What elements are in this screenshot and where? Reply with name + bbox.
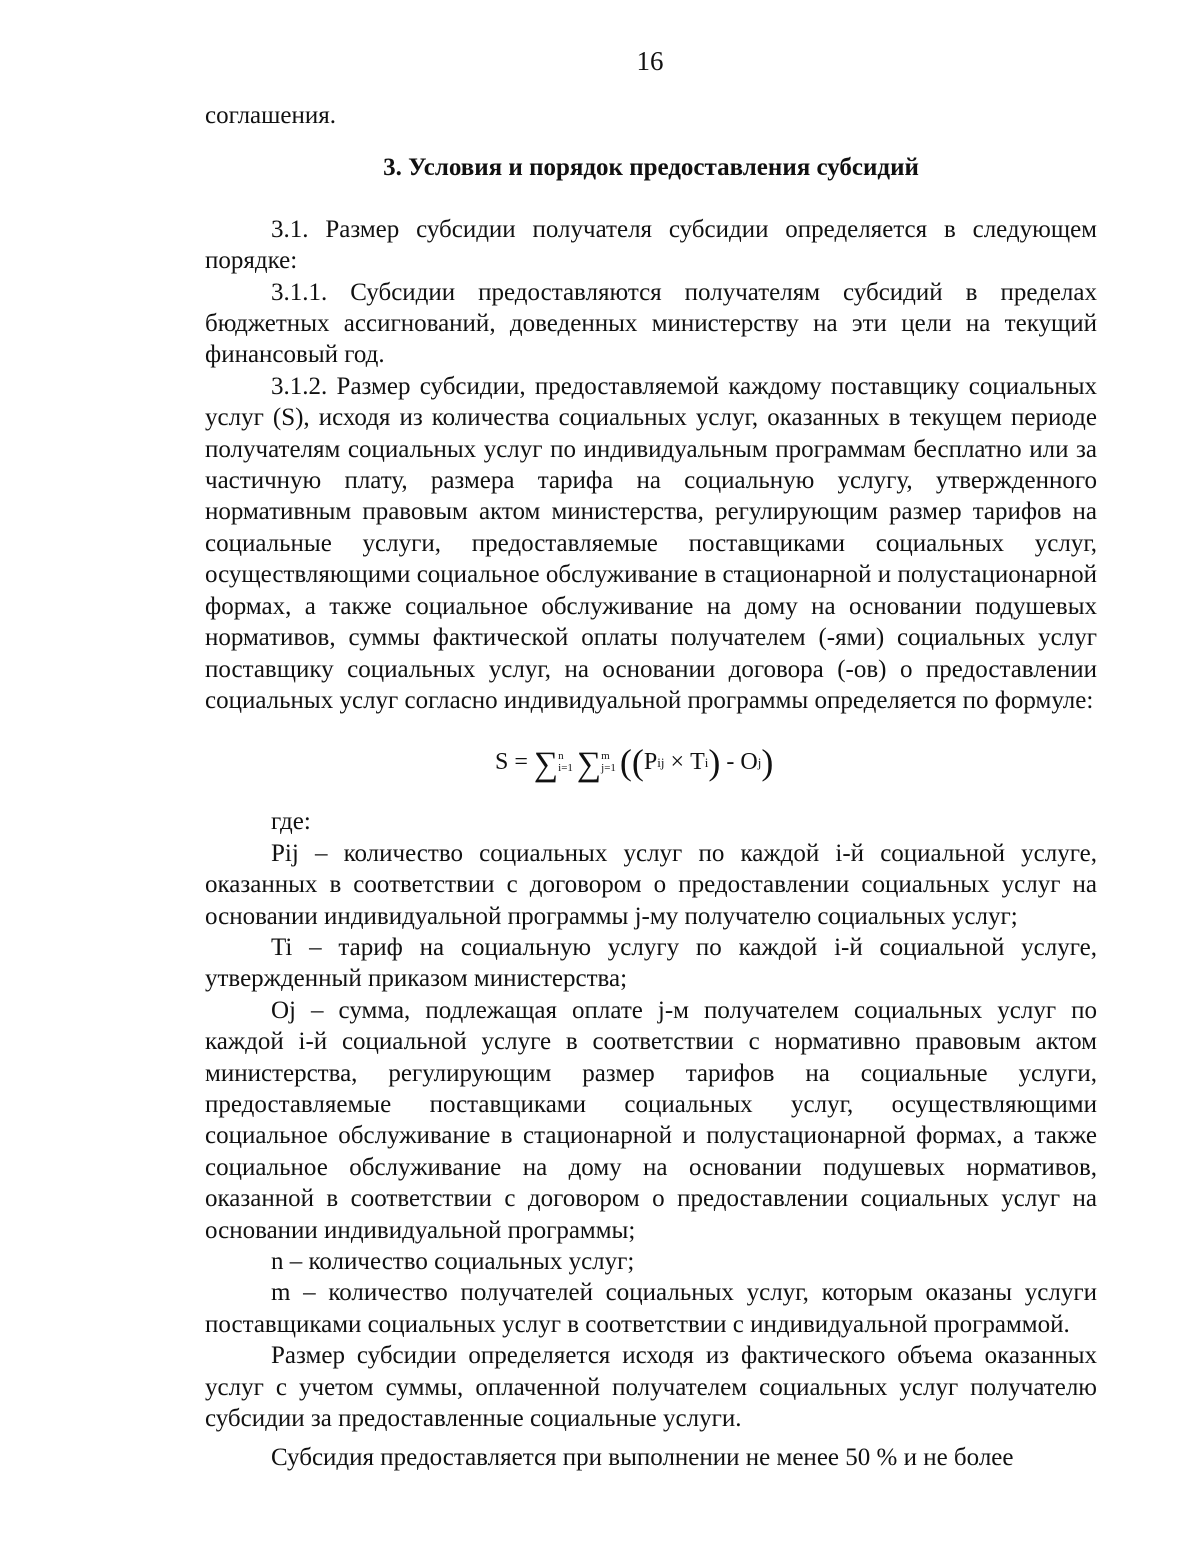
formula-o-sub: j [757, 754, 762, 770]
definition-m: m – количество получателей социальных услуг, которым оказаны услуги поставщиками социальных услуг в соответствии с индивидуальной программой. [205, 1279, 1097, 1338]
inner-paren-open: ( [631, 742, 644, 783]
formula-p: P [643, 748, 658, 775]
sum-i-top: n [558, 750, 564, 763]
where-label: где: [271, 808, 311, 836]
sum-limits-i [558, 750, 573, 774]
formula-times: × [670, 748, 685, 775]
formula-lhs: S = [495, 748, 528, 775]
subsidy-formula [205, 736, 1097, 788]
sum-j-bottom: j=1 [601, 762, 616, 775]
definition-n: n – количество социальных услуг; [271, 1248, 635, 1275]
formula-t: T [690, 748, 705, 775]
inner-paren-close: ) [708, 742, 721, 783]
sum-symbol-i: ∑ [533, 745, 559, 783]
paragraph-subsidy-size: Размер субсидии определяется исходя из фактического объема оказанных услуг с учетом суммы, оплаченной получателем социальных услуг получателю субсидии за предоставленные социальные услуги. [205, 1342, 1097, 1433]
sum-limits-j [601, 750, 616, 774]
definition-o: Oj – сумма, подлежащая оплате j-м получателем социальных услуг по каждой i-й социальной услуге в соответствии с нормативно правовым актом министерства, регулирующим размер тарифов на социальные услуги, предоставляемые поставщиками социальных услуг, осуществляющими социальное обслуживание в стационарной и полустационарной формах, а также социальное обслуживание на дому на основании подушевых нормативов, оказанной в соответствии с договором о предоставлении социальных услуг на основании индивидуальной программы; [205, 996, 1097, 1244]
paragraph-3-1-2: 3.1.2. Размер субсидии, предоставляемой каждому поставщику социальных услуг (S), исходя из количества социальных услуг, оказанных в текущем периоде получателям социальных услуг по индивидуальным программам бесплатно или за частичную плату, размера тарифа на социальную услугу, утвержденного нормативным правовым актом министерства, регулирующим размер тарифов на социальные услуги, предоставляемые поставщиками социальных услуг, осуществляющими социальное обслуживание в стационарной и полустационарной формах, а также социальное обслуживание на дому на основании подушевых нормативов, суммы фактической оплаты получателем (-ями) социальных услуг поставщику социальных услуг, на основании договора (-ов) о предоставлении социальных услуг согласно индивидуальной программы определяется по формуле: [205, 372, 1097, 714]
paragraph-subsidy-condition: Субсидия предоставляется при выполнении не менее 50 % и не более [271, 1444, 1014, 1472]
page-number: 16 [636, 46, 664, 76]
definition-t: Ti – тариф на социальную услугу по каждой i-й социальной услуге, утвержденный приказом министерства; [205, 933, 1097, 993]
sum-i-bottom: i=1 [558, 762, 573, 775]
paragraph-3-1-1: 3.1.1. Субсидии предоставляются получателям субсидий в пределах бюджетных ассигнований, доведенных министерству на эти цели на текущий финансовый год. [205, 278, 1097, 369]
formula-p-sub: ij [657, 754, 665, 770]
formula-t-sub: i [704, 754, 709, 770]
sum-j-top: m [601, 750, 610, 763]
intro-line: соглашения. [205, 102, 337, 129]
outer-paren-close: ) [761, 742, 774, 783]
formula-o: O [740, 748, 758, 775]
formula-minus: - [726, 748, 735, 775]
sum-symbol-j: ∑ [576, 745, 602, 783]
definition-p: Pij – количество социальных услуг по каждой i-й социальной услуге, оказанных в соответствии с договором о предоставлении социальных услуг на основании индивидуальной программы j-му получателю социальных услуг; [205, 839, 1097, 930]
document-body [205, 100, 1097, 1474]
section-heading: 3. Условия и порядок предоставления субсидий [383, 154, 919, 182]
paragraph-3-1: 3.1. Размер субсидии получателя субсидии определяется в следующем порядке: [205, 215, 1097, 275]
outer-paren-open: ( [619, 742, 632, 783]
